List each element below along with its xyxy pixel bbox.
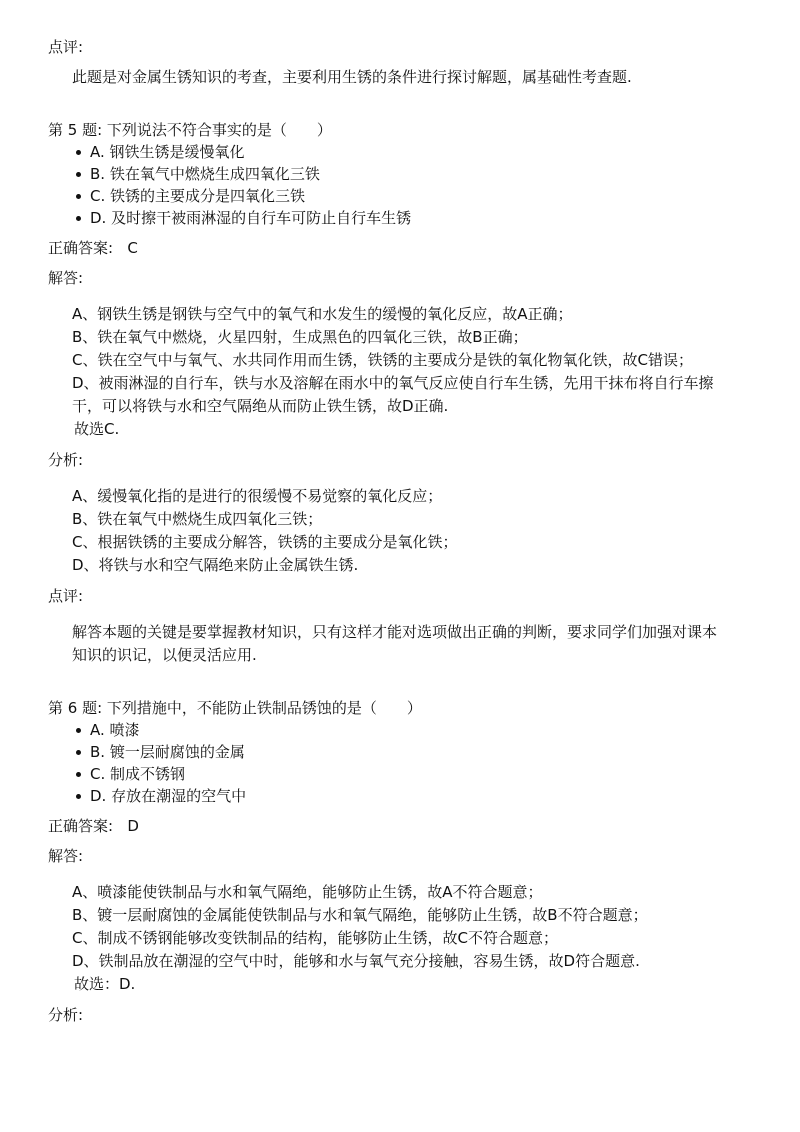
- question-5-solution-conclusion: 故选C.: [74, 420, 120, 438]
- question-5-comment: [48, 621, 728, 667]
- question-5-analysis-label: 分析:: [48, 451, 84, 469]
- question-5-comment-text: 解答本题的关键是要掌握教材知识，只有这样才能对选项做出正确的判断，要求同学们加强对课本知识的识记，以便灵活应用.: [72, 623, 718, 664]
- question-5-comment-label: 点评:: [48, 587, 84, 605]
- answer-label: 正确答案:: [48, 817, 114, 835]
- question-6-answer-value: D: [127, 817, 139, 835]
- question-5-answer-value: C: [127, 239, 138, 257]
- question-5-analysis: [48, 485, 728, 577]
- bullet-icon: [76, 728, 81, 733]
- question-5-solution-line-c: C、铁在空气中与氧气、水共同作用而生锈，铁锈的主要成分是铁的氧化物氧化铁，故C错误；: [72, 351, 693, 369]
- question-5-solution-label: 解答:: [48, 269, 84, 287]
- bullet-icon: [76, 772, 81, 777]
- bullet-icon: [76, 216, 81, 221]
- bullet-icon: [76, 794, 81, 799]
- question-6-answer: [48, 815, 728, 837]
- bullet-icon: [76, 150, 81, 155]
- question-6-solution-line-b: B、镀一层耐腐蚀的金属能使铁制品与水和氧气隔绝，能够防止生锈，故B不符合题意；: [72, 906, 648, 924]
- question-5-solution-line-b: B、铁在氧气中燃烧，火星四射，生成黑色的四氧化三铁，故B正确；: [72, 328, 528, 346]
- question-5-option-b: B. 铁在氧气中燃烧生成四氧化三铁: [76, 163, 728, 185]
- question-6-solution-label: 解答:: [48, 847, 84, 865]
- question-6-solution-conclusion: 故选：D.: [74, 975, 136, 993]
- bullet-icon: [76, 750, 81, 755]
- question-6-option-a: A. 喷漆: [76, 719, 728, 741]
- question-5-analysis-line-b: B、铁在氧气中燃烧生成四氧化三铁；: [72, 510, 323, 528]
- question-6-solution-line-c: C、制成不锈钢能够改变铁制品的结构，能够防止生锈，故C不符合题意；: [72, 929, 558, 947]
- bullet-icon: [76, 172, 81, 177]
- top-comment-block: [48, 66, 728, 89]
- question-5-analysis-line-d: D、将铁与水和空气隔绝来防止金属铁生锈.: [72, 556, 359, 574]
- question-6-options: [48, 719, 728, 807]
- question-6-option-d: D. 存放在潮湿的空气中: [76, 785, 728, 807]
- question-5-option-d: D. 及时擦干被雨淋湿的自行车可防止自行车生锈: [76, 207, 728, 229]
- question-5-analysis-line-a: A、缓慢氧化指的是进行的很缓慢不易觉察的氧化反应；: [72, 487, 443, 505]
- question-5-option-c: C. 铁锈的主要成分是四氧化三铁: [76, 185, 728, 207]
- question-6-option-b: B. 镀一层耐腐蚀的金属: [76, 741, 728, 763]
- question-6-option-c: C. 制成不锈钢: [76, 763, 728, 785]
- top-comment-text: 此题是对金属生锈知识的考查，主要利用生锈的条件进行探讨解题，属基础性考查题.: [72, 68, 632, 86]
- question-5-solution-line-a: A、钢铁生锈是钢铁与空气中的氧气和水发生的缓慢的氧化反应，故A正确；: [72, 305, 573, 323]
- question-6-solution: [48, 881, 728, 996]
- question-5-answer: [48, 237, 728, 259]
- answer-label: 正确答案:: [48, 239, 114, 257]
- question-6-title: 第 6 题: 下列措施中，不能防止铁制品锈蚀的是（ ）: [48, 699, 422, 717]
- question-5-solution: [48, 303, 728, 441]
- question-5-analysis-line-c: C、根据铁锈的主要成分解答，铁锈的主要成分是氧化铁；: [72, 533, 458, 551]
- comment-label: 点评:: [48, 38, 84, 56]
- question-5-options: [48, 141, 728, 229]
- question-5-title: 第 5 题: 下列说法不符合事实的是（ ）: [48, 121, 332, 139]
- question-6-solution-line-a: A、喷漆能使铁制品与水和氧气隔绝，能够防止生锈，故A不符合题意；: [72, 883, 543, 901]
- question-5-option-a: A. 钢铁生锈是缓慢氧化: [76, 141, 728, 163]
- bullet-icon: [76, 194, 81, 199]
- question-6-analysis-label: 分析:: [48, 1006, 84, 1024]
- question-5-solution-line-d: D、被雨淋湿的自行车，铁与水及溶解在雨水中的氧气反应使自行车生锈，先用干抹布将自行车擦干，可以将铁与水和空气隔绝从而防止铁生锈，故D正确.: [72, 374, 714, 415]
- question-6-solution-line-d: D、铁制品放在潮湿的空气中时，能够和水与氧气充分接触，容易生锈，故D符合题意.: [72, 952, 640, 970]
- document-page: [48, 36, 728, 1026]
